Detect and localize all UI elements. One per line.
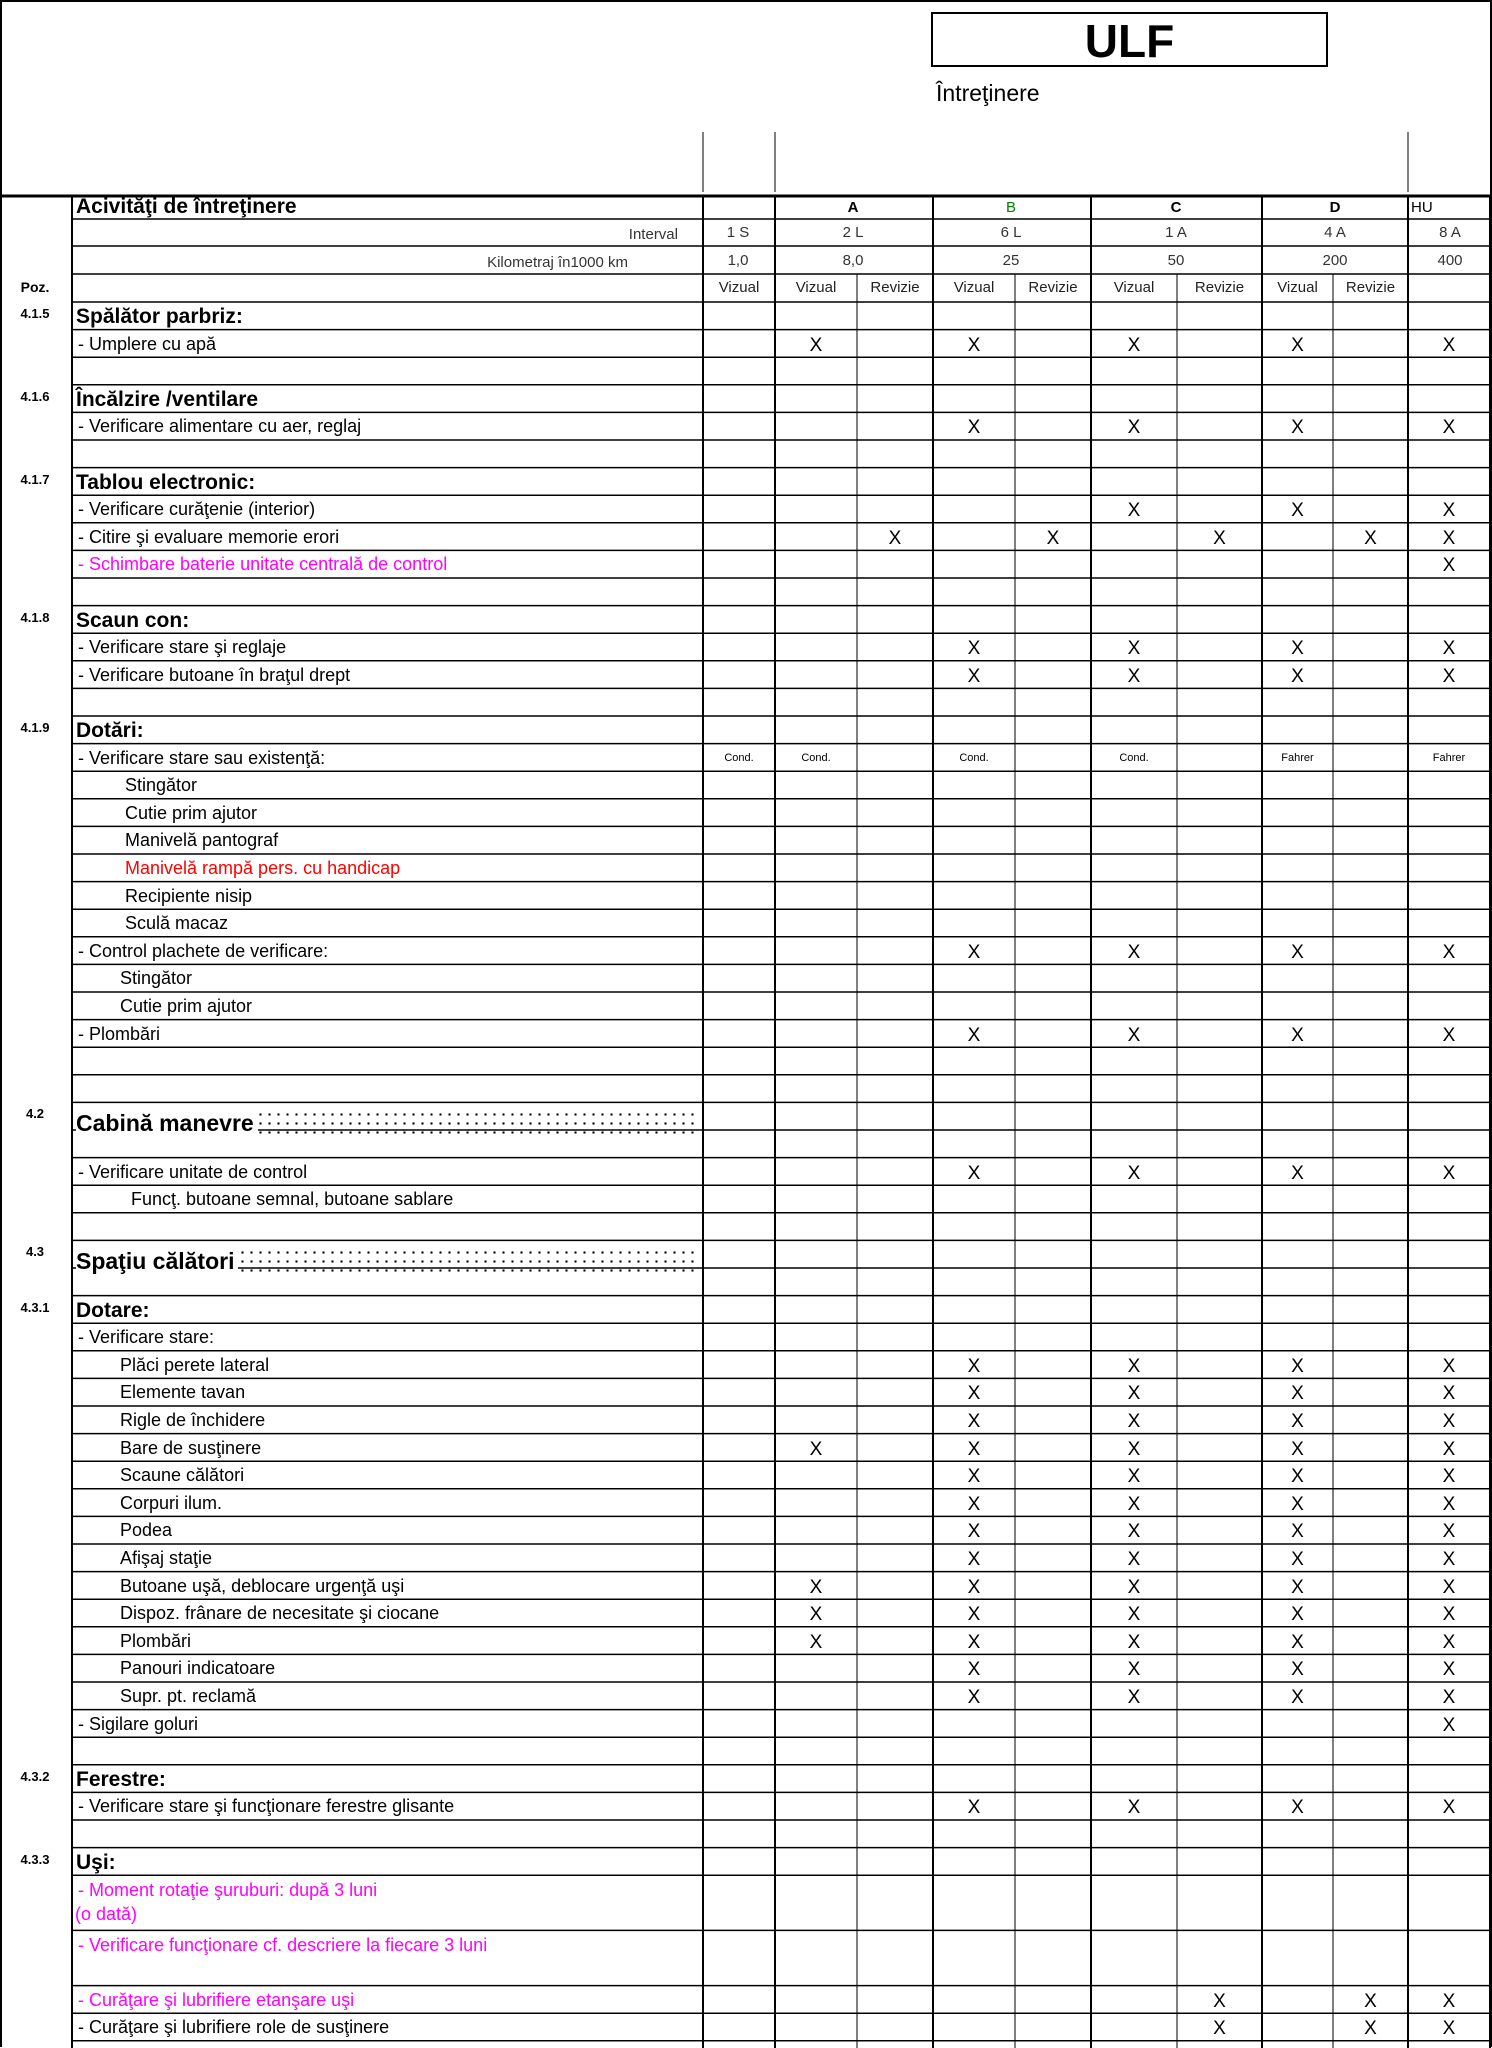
check-mark: X bbox=[1291, 1631, 1304, 1653]
activity-item: - Verificare curăţenie (interior) bbox=[78, 499, 316, 520]
check-mark: X bbox=[1127, 1687, 1141, 1708]
activity-item: - Schimbare baterie unitate centrală de control bbox=[78, 554, 448, 575]
check-mark: X bbox=[967, 1024, 981, 1046]
check-mark: X bbox=[1442, 334, 1456, 356]
activity-subitem: Panouri indicatoare bbox=[120, 1658, 276, 1679]
subheader-cell: Vizual bbox=[953, 279, 995, 296]
subheader-cell: Vizual bbox=[718, 279, 760, 296]
check-mark: X bbox=[809, 1604, 823, 1626]
activity-item: - Sigilare goluri bbox=[78, 1713, 199, 1734]
check-mark: X bbox=[1442, 1466, 1456, 1488]
check-mark: X bbox=[1291, 1411, 1304, 1432]
subheader-cell: Revizie bbox=[1028, 279, 1078, 296]
activity-subitem: Rigle de închidere bbox=[120, 1410, 266, 1430]
condition-note: Cond. bbox=[801, 751, 831, 764]
check-mark: X bbox=[1127, 1604, 1141, 1626]
check-mark: X bbox=[1213, 1990, 1226, 2012]
activity-subitem: Scaune călători bbox=[120, 1465, 245, 1486]
section-heading: Uşi: bbox=[76, 1850, 116, 1874]
check-mark: X bbox=[1046, 527, 1060, 549]
activity-subitem: Plăci perete lateral bbox=[120, 1354, 270, 1375]
check-mark: X bbox=[967, 417, 981, 439]
position-number: 4.1.9 bbox=[20, 720, 50, 735]
check-mark: X bbox=[967, 1411, 981, 1432]
km-label: Kilometraj în1000 km bbox=[487, 254, 628, 271]
check-mark: X bbox=[1291, 1687, 1304, 1708]
check-mark: X bbox=[1442, 941, 1456, 963]
check-mark: X bbox=[1442, 1549, 1456, 1570]
check-mark: X bbox=[967, 1383, 981, 1405]
activity-subitem: Elemente tavan bbox=[120, 1382, 246, 1403]
check-mark: X bbox=[1127, 1466, 1141, 1488]
check-mark: X bbox=[1442, 1604, 1456, 1626]
section-heading: Scaun con: bbox=[76, 608, 190, 632]
activity-item: - Curăţare şi lubrifiere etanşare uşi bbox=[78, 1989, 355, 2010]
check-mark: X bbox=[1442, 1714, 1456, 1736]
check-mark: X bbox=[1291, 638, 1304, 660]
check-mark: X bbox=[1127, 417, 1141, 439]
check-mark: X bbox=[967, 1162, 981, 1184]
position-number: 4.3.1 bbox=[20, 1299, 50, 1315]
group-hu-label: HU bbox=[1411, 199, 1433, 216]
check-mark: X bbox=[1442, 1162, 1456, 1184]
check-mark: X bbox=[1364, 527, 1377, 549]
check-mark: X bbox=[967, 1493, 981, 1515]
check-mark: X bbox=[1442, 555, 1456, 577]
activity-subitem: Butoane uşă, deblocare urgenţă uşi bbox=[120, 1575, 405, 1596]
activity-item: - Verificare alimentare cu aer, reglaj bbox=[78, 416, 362, 437]
activity-subitem: Corpuri ilum. bbox=[120, 1492, 223, 1513]
section-heading: Încălzire /ventilare bbox=[76, 387, 259, 411]
activity-subitem: Podea bbox=[120, 1520, 173, 1541]
check-mark: X bbox=[1127, 1659, 1141, 1681]
check-mark: X bbox=[1291, 1493, 1304, 1515]
km-a: 8,0 bbox=[842, 252, 864, 269]
activity-item: - Curăţare şi lubrifiere role de susţinere bbox=[78, 2017, 390, 2038]
activity-item: - Verificare unitate de control bbox=[78, 1161, 308, 1182]
section-heading: Spălător parbriz: bbox=[76, 305, 243, 328]
activity-item: - Verificare funcţionare cf. descriere la fiecare 3 luni bbox=[78, 1935, 488, 1956]
check-mark: X bbox=[967, 1438, 981, 1460]
km-d: 200 bbox=[1322, 252, 1348, 269]
check-mark: X bbox=[967, 1549, 981, 1570]
check-mark: X bbox=[967, 334, 981, 356]
check-mark: X bbox=[1127, 1797, 1141, 1819]
check-mark: X bbox=[1442, 1024, 1456, 1046]
km-hu: 400 bbox=[1437, 252, 1463, 269]
activity-subitem: Dispoz. frânare de necesitate şi ciocane bbox=[120, 1603, 440, 1624]
check-mark: X bbox=[967, 1659, 981, 1681]
activity-item: - Moment rotaţie şuruburi: după 3 luni bbox=[78, 1880, 378, 1901]
interval-label: Interval bbox=[628, 226, 678, 243]
activity-subitem: Stingător bbox=[125, 775, 198, 796]
check-mark: X bbox=[1364, 1990, 1377, 2012]
activity-column-header: Acivităţi de întreţinere bbox=[76, 195, 297, 218]
activity-item: - Verificare stare şi funcţionare ferestre glisante bbox=[78, 1796, 455, 1817]
check-mark: X bbox=[888, 527, 902, 549]
km-s: 1,0 bbox=[727, 252, 749, 269]
activity-subitem: Supr. pt. reclamă bbox=[120, 1686, 257, 1706]
subheader-cell: Revizie bbox=[1194, 279, 1245, 296]
check-mark: X bbox=[1291, 334, 1304, 356]
condition-note: Fahrer bbox=[1432, 751, 1466, 764]
check-mark: X bbox=[1442, 665, 1456, 687]
check-mark: X bbox=[1291, 1383, 1304, 1405]
group-c-label: C bbox=[1170, 199, 1182, 216]
condition-note: Cond. bbox=[724, 751, 754, 764]
check-mark: X bbox=[1442, 638, 1456, 660]
check-mark: X bbox=[1291, 1355, 1304, 1377]
check-mark: X bbox=[1442, 1355, 1456, 1377]
check-mark: X bbox=[967, 1521, 981, 1543]
position-number: 4.3.2 bbox=[20, 1768, 50, 1784]
check-mark: X bbox=[1127, 1162, 1141, 1184]
check-mark: X bbox=[967, 941, 981, 963]
check-mark: X bbox=[1127, 500, 1141, 522]
check-mark: X bbox=[1442, 1659, 1456, 1681]
activity-item: - Citire şi evaluare memorie erori bbox=[78, 526, 340, 547]
activity-subitem: Stingător bbox=[120, 968, 193, 989]
check-mark: X bbox=[1291, 1549, 1304, 1570]
check-mark: X bbox=[1442, 417, 1456, 439]
section-heading: Tablou electronic: bbox=[76, 470, 256, 494]
check-mark: X bbox=[809, 1631, 823, 1653]
check-mark: X bbox=[1127, 1355, 1141, 1377]
check-mark: X bbox=[1291, 1576, 1304, 1598]
section-band bbox=[76, 1110, 694, 1138]
check-mark: X bbox=[1291, 941, 1304, 963]
km-b: 25 bbox=[1002, 252, 1020, 269]
check-mark: X bbox=[967, 1604, 981, 1626]
check-mark: X bbox=[1291, 1797, 1304, 1819]
interval-a: 2 L bbox=[842, 224, 864, 241]
check-mark: X bbox=[1442, 1797, 1456, 1819]
check-mark: X bbox=[967, 1355, 981, 1377]
check-mark: X bbox=[1213, 2018, 1226, 2040]
km-c: 50 bbox=[1167, 252, 1185, 269]
check-mark: X bbox=[1442, 1990, 1456, 2012]
check-mark: X bbox=[1442, 527, 1456, 549]
check-mark: X bbox=[1127, 1411, 1141, 1432]
activity-subitem: Manivelă pantograf bbox=[125, 830, 279, 851]
check-mark: X bbox=[1291, 1438, 1304, 1460]
interval-s: 1 S bbox=[726, 224, 750, 241]
check-mark: X bbox=[1127, 1383, 1141, 1405]
check-mark: X bbox=[809, 334, 823, 356]
activity-subitem: Plombări bbox=[120, 1630, 192, 1651]
check-mark: X bbox=[967, 1576, 981, 1598]
check-mark: X bbox=[1291, 1466, 1304, 1488]
page-subtitle: Întreţinere bbox=[936, 80, 1040, 106]
check-mark: X bbox=[1291, 500, 1304, 522]
interval-c: 1 A bbox=[1165, 224, 1187, 241]
check-mark: X bbox=[1127, 665, 1141, 687]
section-heading: Ferestre: bbox=[76, 1767, 166, 1791]
check-mark: X bbox=[1442, 1521, 1456, 1543]
activity-item: - Verificare stare sau existenţă: bbox=[78, 747, 326, 768]
check-mark: X bbox=[1127, 1024, 1141, 1046]
check-mark: X bbox=[1127, 334, 1141, 356]
section-title: Cabină manevre bbox=[76, 1110, 258, 1136]
subheader-cell: Vizual bbox=[1277, 279, 1318, 296]
activity-subitem: Funcţ. butoane semnal, butoane sablare bbox=[131, 1189, 454, 1210]
section-heading: Dotări: bbox=[76, 719, 144, 742]
check-mark: X bbox=[1127, 1438, 1141, 1460]
check-mark: X bbox=[967, 1797, 981, 1819]
interval-d: 4 A bbox=[1324, 224, 1346, 241]
subheader-cell: Vizual bbox=[1113, 279, 1155, 296]
check-mark: X bbox=[1291, 1162, 1304, 1184]
activity-item: - Plombări bbox=[78, 1023, 161, 1044]
section-heading: Dotare: bbox=[76, 1298, 150, 1322]
check-mark: X bbox=[967, 1466, 981, 1488]
position-number: 4.2 bbox=[25, 1106, 45, 1122]
check-mark: X bbox=[1127, 1493, 1141, 1515]
condition-note: Fahrer bbox=[1281, 751, 1314, 764]
subheader-cell: Revizie bbox=[870, 279, 920, 296]
check-mark: X bbox=[809, 1438, 823, 1460]
check-mark: X bbox=[1213, 527, 1226, 549]
check-mark: X bbox=[1127, 1576, 1141, 1598]
check-mark: X bbox=[1127, 638, 1141, 660]
check-mark: X bbox=[967, 1687, 981, 1708]
activity-subitem: Manivelă rampă pers. cu handicap bbox=[125, 858, 401, 878]
check-mark: X bbox=[1442, 1383, 1456, 1405]
section-title: Spaţiu călători bbox=[76, 1248, 238, 1274]
interval-hu: 8 A bbox=[1439, 224, 1461, 241]
check-mark: X bbox=[1364, 2018, 1377, 2040]
subheader-cell: Vizual bbox=[795, 279, 837, 296]
activity-item: - Verificare stare şi reglaje bbox=[78, 637, 287, 658]
position-column-header: Poz. bbox=[20, 279, 50, 295]
condition-note: Cond. bbox=[959, 751, 989, 764]
check-mark: X bbox=[1442, 1576, 1456, 1598]
position-number: 4.1.7 bbox=[20, 471, 50, 487]
check-mark: X bbox=[1291, 665, 1304, 687]
position-number: 4.1.5 bbox=[20, 306, 50, 321]
section-band bbox=[76, 1248, 694, 1276]
activity-item: - Control plachete de verificare: bbox=[78, 940, 329, 961]
activity-item: - Umplere cu apă bbox=[78, 333, 217, 354]
check-mark: X bbox=[1291, 417, 1304, 439]
check-mark: X bbox=[1291, 1024, 1304, 1046]
group-d-label: D bbox=[1329, 199, 1341, 216]
group-a-label: A bbox=[847, 199, 859, 216]
check-mark: X bbox=[1442, 1493, 1456, 1515]
check-mark: X bbox=[1442, 1438, 1456, 1460]
activity-subitem: Sculă macaz bbox=[125, 913, 229, 934]
check-mark: X bbox=[1127, 1521, 1141, 1543]
check-mark: X bbox=[967, 665, 981, 687]
check-mark: X bbox=[1127, 1549, 1141, 1570]
activity-item-note: (o dată) bbox=[75, 1904, 138, 1925]
activity-subitem: Bare de susţinere bbox=[120, 1437, 262, 1458]
subheader-cell: Revizie bbox=[1345, 279, 1396, 296]
check-mark: X bbox=[1442, 2018, 1456, 2040]
position-number: 4.3.3 bbox=[20, 1851, 50, 1867]
activity-subitem: Afişaj staţie bbox=[120, 1548, 213, 1568]
check-mark: X bbox=[1127, 941, 1141, 963]
activity-subitem: Cutie prim ajutor bbox=[120, 996, 253, 1016]
position-number: 4.1.6 bbox=[20, 388, 50, 404]
check-mark: X bbox=[1442, 500, 1456, 522]
position-number: 4.1.8 bbox=[20, 609, 50, 625]
check-mark: X bbox=[967, 638, 981, 660]
position-number: 4.3 bbox=[25, 1244, 45, 1260]
condition-note: Cond. bbox=[1119, 751, 1149, 764]
check-mark: X bbox=[967, 1631, 981, 1653]
activity-subitem: Recipiente nisip bbox=[125, 885, 253, 906]
check-mark: X bbox=[1291, 1521, 1304, 1543]
page-title: ULF bbox=[1084, 15, 1175, 67]
check-mark: X bbox=[1127, 1631, 1141, 1653]
check-mark: X bbox=[1442, 1687, 1456, 1708]
check-mark: X bbox=[1291, 1604, 1304, 1626]
check-mark: X bbox=[1291, 1659, 1304, 1681]
check-mark: X bbox=[1442, 1631, 1456, 1653]
activity-subitem: Cutie prim ajutor bbox=[125, 802, 258, 823]
check-mark: X bbox=[809, 1576, 823, 1598]
activity-item: - Verificare stare: bbox=[78, 1327, 215, 1348]
activity-item: - Verificare butoane în braţul drept bbox=[78, 664, 351, 685]
interval-b: 6 L bbox=[1000, 224, 1022, 241]
group-b-label: B bbox=[1005, 199, 1017, 216]
check-mark: X bbox=[1442, 1411, 1456, 1432]
